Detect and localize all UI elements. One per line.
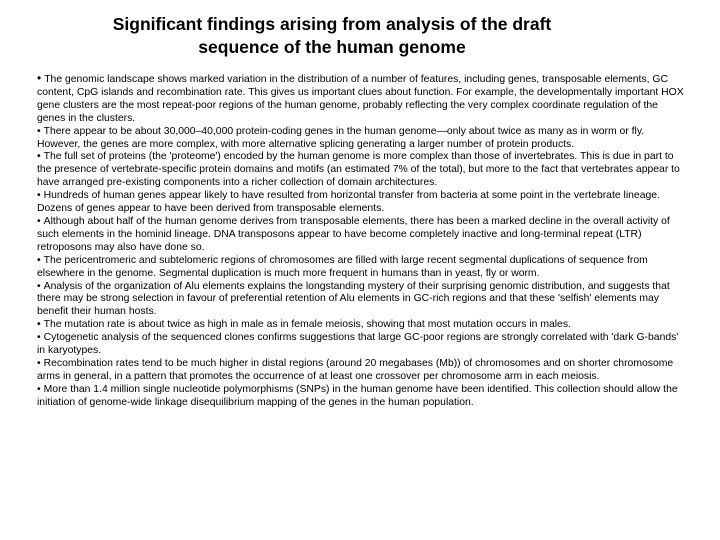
bullet-item	[37, 216, 685, 255]
slide-title-line-1: Significant findings arising from analysis of the draft	[112, 14, 552, 34]
bullet-item	[37, 332, 685, 358]
bullet-item	[37, 126, 685, 152]
bullet-item	[37, 319, 685, 332]
bullet-marker: •	[37, 151, 41, 163]
bullet-item	[37, 255, 685, 281]
bullet-text: Hundreds of human genes appear likely to have resulted from horizontal transfer from bacteria at some point in the vertebrate lineage. Dozens of genes appear to have been derived from transposable elements.	[37, 190, 660, 215]
bullet-text: The mutation rate is about twice as high in male as in female meiosis, showing that most mutation occurs in males.	[43, 319, 571, 331]
bullet-marker: •	[37, 254, 41, 266]
bullet-marker: •	[37, 190, 41, 202]
slide-title	[0, 13, 720, 59]
bullet-marker: •	[37, 383, 41, 395]
bullet-item	[37, 72, 685, 126]
bullet-text: The pericentromeric and subtelomeric regions of chromosomes are filled with large recent segmental duplications of sequence from elsewhere in the genome. Segmental duplication is much more frequent in humans than in yeast, fly or worm.	[37, 254, 648, 279]
bullet-list	[37, 72, 685, 410]
bullet-item	[37, 190, 685, 216]
slide-title-line-2: sequence of the human genome	[198, 37, 466, 57]
bullet-marker: •	[37, 319, 41, 331]
bullet-text: More than 1.4 million single nucleotide polymorphisms (SNPs) in the human genome have been identified. This collection should allow the initiation of genome-wide linkage disequilibrium mapping of the genes in the human population.	[37, 383, 678, 408]
bullet-item	[37, 384, 685, 410]
bullet-text: Although about half of the human genome derives from transposable elements, there has been a marked decline in the overall activity of such elements in the hominid lineage. DNA transposons appear to have become completely inactive and long-terminal repeat (LTR) retroposons may also have done so.	[37, 215, 670, 253]
bullet-item	[37, 281, 685, 320]
bullet-marker: •	[37, 332, 41, 344]
bullet-text: Cytogenetic analysis of the sequenced clones confirms suggestions that large GC-poor regions are strongly correlated with 'dark G-bands' in karyotypes.	[37, 332, 679, 357]
bullet-item	[37, 151, 685, 190]
bullet-item	[37, 358, 685, 384]
bullet-marker: •	[37, 280, 41, 292]
bullet-text: Analysis of the organization of Alu elements explains the longstanding mystery of their surprising genomic distribution, and suggests that there may be strong selection in favour of preferential retention of Alu elements in GC-rich regions and that these 'selfish' elements may benefit their human hosts.	[37, 280, 670, 318]
bullet-text: Recombination rates tend to be much higher in distal regions (around 20 megabases (Mb)) of chromosomes and on shorter chromosome arms in general, in a pattern that promotes the occurrence of at least one crossover per chromosome arm in each meiosis.	[37, 357, 674, 382]
bullet-text: The genomic landscape shows marked variation in the distribution of a number of features, including genes, transposable elements, GC content, CpG islands and recombination rate. This gives us important clues about function. For example, the developmentally important HOX gene clusters are the most repeat-poor regions of the human genome, probably reflecting the very complex coordinate regulation of the genes in the clusters.	[37, 74, 684, 124]
bullet-text: There appear to be about 30,000–40,000 protein-coding genes in the human genome—only about twice as many as in worm or fly. However, the genes are more complex, with more alternative splicing generating a larger number of protein products.	[37, 125, 645, 150]
bullet-marker: •	[37, 215, 41, 227]
bullet-text: The full set of proteins (the 'proteome') encoded by the human genome is more complex than those of invertebrates. This is due in part to the presence of vertebrate-specific protein domains and motifs (an estimated 7% of the total), but more to the fact that vertebrates appear to have arranged pre-existing components into a richer collection of domain architectures.	[37, 151, 680, 189]
bullet-marker: •	[37, 357, 41, 369]
bullet-marker: •	[37, 125, 41, 137]
bullet-marker: •	[37, 71, 42, 85]
